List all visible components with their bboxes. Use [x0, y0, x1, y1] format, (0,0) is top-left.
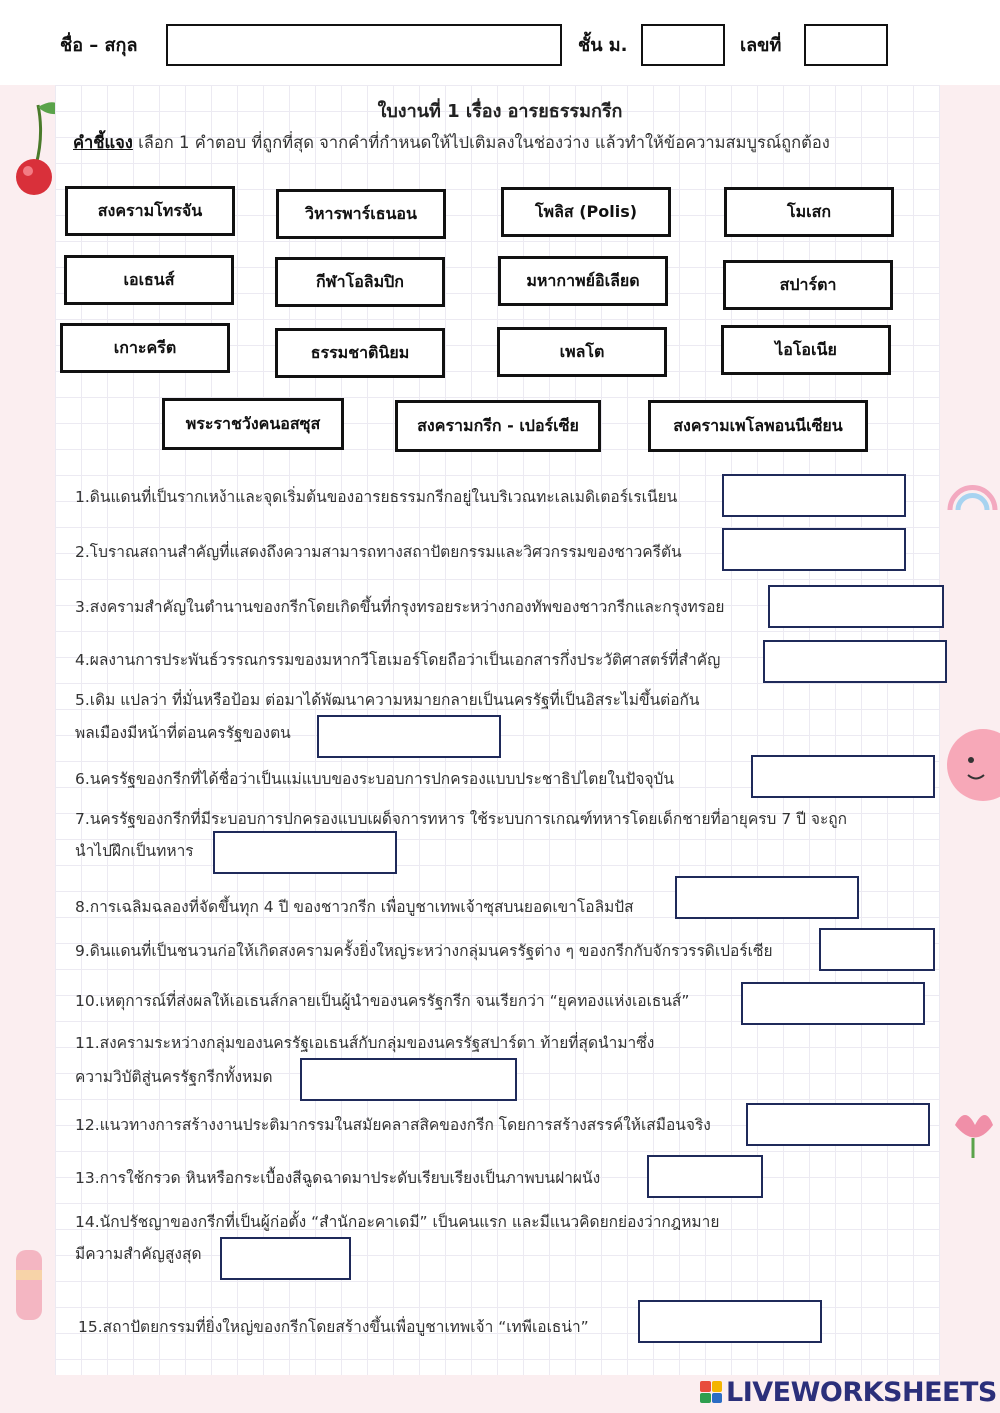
question-text: 7.นครรัฐของกรีกที่มีระบอบการปกครองแบบเผด็จการทหาร ใช้ระบบการเกณฑ์ทหารโดยเด็กชายที่อายุครบ 7 ปี จะถูก [75, 810, 848, 828]
candy-icon [6, 1240, 54, 1330]
rainbow-icon [945, 460, 1000, 520]
question-text: 9.ดินแดนที่เป็นชนวนก่อให้เกิดสงครามครั้งยิ่งใหญ่ระหว่างกลุ่มนครรัฐต่าง ๆ ของกรีกกับจักรวรรดิเปอร์เซีย [75, 942, 773, 960]
option-word[interactable]: เอเธนส์ [64, 255, 234, 305]
question-text: 1.ดินแดนที่เป็นรากเหง้าและจุดเริ่มต้นของอารยธรรมกรีกอยู่ในบริเวณทะเลเมดิเตอร์เรเนียน [75, 488, 678, 506]
option-word[interactable]: มหากาพย์อิเลียด [498, 256, 668, 306]
question-text: 8.การเฉลิมฉลองที่จัดขึ้นทุก 4 ปี ของชาวกรีก เพื่อบูชาเทพเจ้าซุสบนยอดเขาโอลิมปัส [75, 898, 634, 916]
option-word[interactable]: โมเสก [724, 187, 894, 237]
question-text: 11.สงครามระหว่างกลุ่มของนครรัฐเอเธนส์กับกลุ่มของนครรัฐสปาร์ตา ท้ายที่สุดนำมาซึ่ง [75, 1034, 655, 1052]
question-text: 4.ผลงานการประพันธ์วรรณกรรมของมหากวีโฮเมอร์โดยถือว่าเป็นเอกสารกึ่งประวัติศาสตร์ที่สำคัญ [75, 651, 721, 669]
tulip-icon [945, 1100, 1000, 1160]
question-text-line2: พลเมืองมีหน้าที่ต่อนครรัฐของตน [75, 724, 291, 742]
option-word[interactable]: วิหารพาร์เธนอน [276, 189, 446, 239]
name-label: ชื่อ – สกุล [60, 35, 138, 56]
answer-box[interactable] [741, 982, 925, 1025]
answer-box[interactable] [647, 1155, 763, 1198]
number-input[interactable] [804, 24, 888, 66]
logo-mark-icon [700, 1381, 722, 1403]
logo-text: LIVEWORKSHEETS [726, 1376, 997, 1408]
question-text: 10.เหตุการณ์ที่ส่งผลให้เอเธนส์กลายเป็นผู้นำของนครรัฐกรีก จนเรียกว่า “ยุคทองแห่งเอเธนส์” [75, 992, 690, 1010]
answer-box[interactable] [763, 640, 947, 683]
answer-box[interactable] [317, 715, 501, 758]
question-text: 2.โบราณสถานสำคัญที่แสดงถึงความสามารถทางสถาปัตยกรรมและวิศวกรรมของชาวครีตัน [75, 543, 682, 561]
answer-box[interactable] [220, 1237, 351, 1280]
option-word[interactable]: สงครามเพโลพอนนีเซียน [648, 400, 868, 452]
question-text: 3.สงครามสำคัญในตำนานของกรีกโดยเกิดขึ้นที่กรุงทรอยระหว่างกองทัพของชาวกรีกและกรุงทรอย [75, 598, 725, 616]
answer-box[interactable] [819, 928, 935, 971]
option-word[interactable]: สปาร์ตา [723, 260, 893, 310]
question-text-line2: นำไปฝึกเป็นทหาร [75, 842, 194, 860]
question-text: 15.สถาปัตยกรรมที่ยิ่งใหญ่ของกรีกโดยสร้างขึ้นเพื่อบูชาเทพเจ้า “เทพีเอเธน่า” [78, 1318, 589, 1336]
instructions-label: คำชี้แจง [73, 133, 133, 152]
answer-box[interactable] [768, 585, 944, 628]
number-label: เลขที่ [740, 35, 782, 56]
option-word[interactable]: สงครามกรีก - เปอร์เซีย [395, 400, 601, 452]
name-input[interactable] [166, 24, 562, 66]
question-text: 5.เดิม แปลว่า ที่มั่นหรือป้อม ต่อมาได้พัฒนาความหมายกลายเป็นนครรัฐที่เป็นอิสระไม่ขึ้นต่อกัน [75, 691, 700, 709]
option-word[interactable]: พระราชวังคนอสซุส [162, 398, 344, 450]
option-word[interactable]: เพลโต [497, 327, 667, 377]
question-text: 6.นครรัฐของกรีกที่ได้ชื่อว่าเป็นแม่แบบของระบอบการปกครองแบบประชาธิปไตยในปัจจุบัน [75, 770, 674, 788]
answer-box[interactable] [300, 1058, 517, 1101]
answer-box[interactable] [213, 831, 397, 874]
question-text-line2: ความวิบัติสู่นครรัฐกรีกทั้งหมด [75, 1068, 273, 1086]
option-word[interactable]: สงครามโทรจัน [65, 186, 235, 236]
answer-box[interactable] [722, 528, 906, 571]
question-text: 13.การใช้กรวด หินหรือกระเบื้องสีฉูดฉาดมาประดับเรียบเรียงเป็นภาพบนฝาผนัง [75, 1169, 601, 1187]
answer-box[interactable] [746, 1103, 930, 1146]
instructions [73, 130, 953, 156]
answer-box[interactable] [751, 755, 935, 798]
option-word[interactable]: โพลิส (Polis) [501, 187, 671, 237]
option-word[interactable]: เกาะครีต [60, 323, 230, 373]
answer-box[interactable] [638, 1300, 822, 1343]
question-text-line2: มีความสำคัญสูงสุด [75, 1245, 202, 1263]
answer-box[interactable] [675, 876, 859, 919]
option-word[interactable]: กีฬาโอลิมปิก [275, 257, 445, 307]
option-word[interactable]: ไอโอเนีย [721, 325, 891, 375]
grade-input[interactable] [641, 24, 725, 66]
answer-box[interactable] [722, 474, 906, 517]
smiley-icon [938, 720, 1000, 810]
option-word[interactable]: ธรรมชาตินิยม [275, 328, 445, 378]
grade-label: ชั้น ม. [578, 35, 628, 56]
question-text: 14.นักปรัชญาของกรีกที่เป็นผู้ก่อตั้ง “สำนักอะคาเดมี” เป็นคนแรก และมีแนวคิดยกย่องว่ากฎหมาย [75, 1213, 720, 1231]
question-text: 12.แนวทางการสร้างงานประติมากรรมในสมัยคลาสสิคของกรีก โดยการสร้างสรรค์ให้เสมือนจริง [75, 1116, 711, 1134]
liveworksheets-logo [700, 1375, 997, 1409]
worksheet-title: ใบงานที่ 1 เรื่อง อารยธรรมกรีก [377, 101, 623, 122]
instructions-text: เลือก 1 คำตอบ ที่ถูกที่สุด จากคำที่กำหนดให้ไปเติมลงในช่องว่าง แล้วทำให้ข้อความสมบูรณ์ถูกต้อง [132, 133, 830, 152]
